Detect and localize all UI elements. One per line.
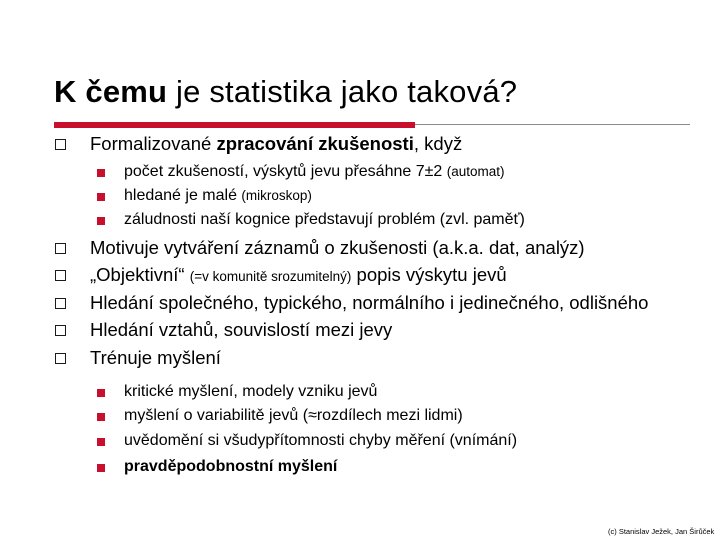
bullet-item [90,264,507,286]
hollow-square-bullet-icon [55,243,66,254]
sub-bullet-item [124,458,337,476]
title-accent-bar [54,122,415,128]
bullet-text: Hledání společného, typického, normálního i jedinečného, odlišného [90,292,649,313]
hollow-square-bullet-icon [55,139,66,150]
sub-bullet-item [124,211,525,229]
bullet-item [90,133,462,155]
sub-bullet-small-text: (mikroskop) [241,188,312,203]
hollow-square-bullet-icon [55,353,66,364]
bullet-item [90,347,221,369]
sub-bullet-item [124,187,312,205]
bullet-small-text: (=v komunitě srozumitelný) [189,269,352,284]
sub-bullet-item [124,163,505,181]
bullet-text: „Objektivní“ [90,264,190,285]
bullet-text: , když [413,133,463,154]
bullet-text-bold: zpracování zkušenosti [216,133,414,154]
title-bold: K čemu [54,74,168,109]
sub-bullet-text: uvědomění si všudypřítomnosti chyby měření (vnímání) [124,432,518,449]
filled-square-bullet-icon [97,438,105,446]
filled-square-bullet-icon [97,193,105,201]
hollow-square-bullet-icon [55,325,66,336]
sub-bullet-text: záludnosti naší kognice představují problém (zvl. paměť) [124,211,525,228]
hollow-square-bullet-icon [55,270,66,281]
sub-bullet-text-bold: pravděpodobnostní myšlení [124,458,338,475]
sub-bullet-item [124,383,377,401]
sub-bullet-text: kritické myšlení, modely vzniku jevů [124,383,378,400]
bullet-item [90,237,585,259]
hollow-square-bullet-icon [55,298,66,309]
bullet-text: Hledání vztahů, souvislostí mezi jevy [90,319,393,340]
bullet-text: Formalizované [90,133,217,154]
bullet-item [90,292,648,314]
bullet-item [90,319,392,341]
bullet-text: Trénuje myšlení [90,347,221,368]
sub-bullet-item [124,407,463,425]
bullet-text: popis výskytu jevů [351,264,507,285]
filled-square-bullet-icon [97,413,105,421]
filled-square-bullet-icon [97,464,105,472]
sub-bullet-text: hledané je malé [124,187,242,204]
sub-bullet-small-text: (automat) [446,164,505,179]
footer-credit: (c) Stanislav Ježek, Jan Širůček [608,527,715,536]
title-rest: je statistika jako taková? [167,74,518,109]
bullet-text: Motivuje vytváření záznamů o zkušenosti (a.k.a. dat, analýz) [90,237,585,258]
filled-square-bullet-icon [97,389,105,397]
slide-title [54,74,517,110]
sub-bullet-text: myšlení o variabilitě jevů (≈rozdílech mezi lidmi) [124,407,463,424]
sub-bullet-item [124,432,517,450]
filled-square-bullet-icon [97,217,105,225]
filled-square-bullet-icon [97,169,105,177]
sub-bullet-text: počet zkušeností, výskytů jevu přesáhne 7±2 [124,163,447,180]
